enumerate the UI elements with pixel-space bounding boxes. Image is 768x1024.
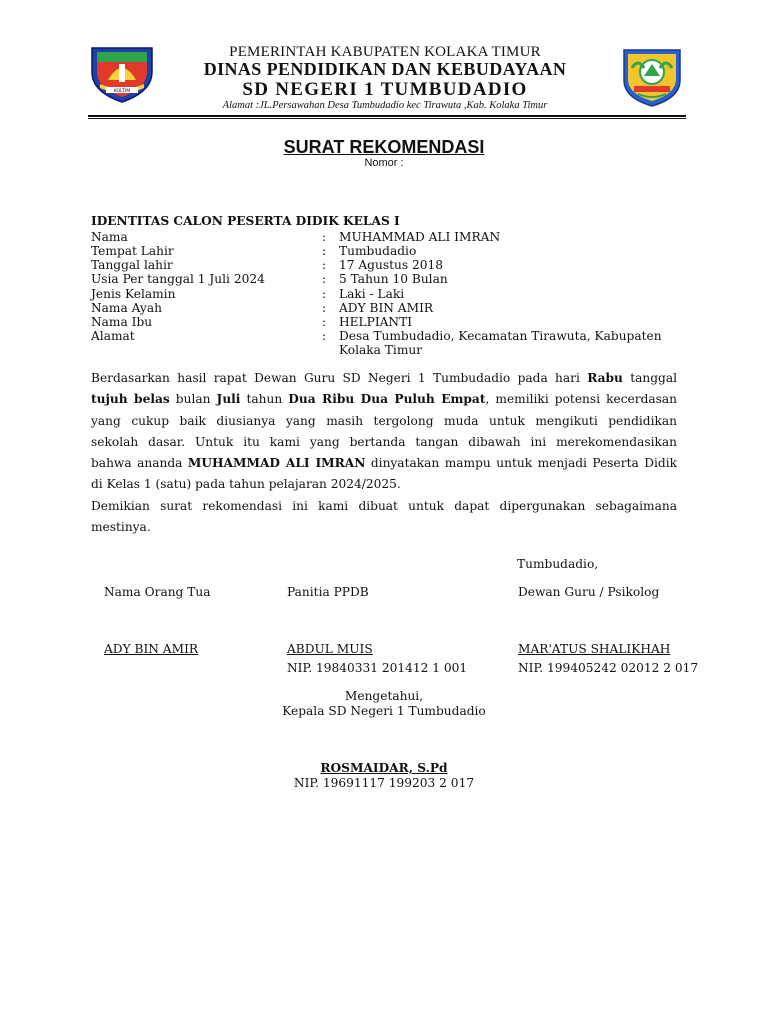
kolaka-timur-crest-icon bbox=[88, 42, 156, 104]
letter-title-text: SURAT REKOMENDASI bbox=[283, 137, 485, 157]
kop-department: DINAS PENDIDIKAN DAN KEBUDAYAAN bbox=[203, 59, 567, 79]
identity-colon: : bbox=[322, 230, 327, 244]
identity-value: Laki - Laki bbox=[339, 287, 405, 301]
parent-role: Nama Orang Tua bbox=[104, 585, 211, 599]
identity-value: Desa Tumbudadio, Kecamatan Tirawuta, Kabupaten bbox=[339, 329, 662, 343]
body-paragraph bbox=[91, 368, 677, 538]
text-run: dinyatakan mampu untuk menjadi Peserta Didik bbox=[365, 456, 677, 471]
acknowledged-label: Mengetahui, bbox=[344, 689, 424, 703]
identity-colon: : bbox=[322, 329, 327, 343]
school-emblem-icon bbox=[618, 46, 686, 108]
committee-name: ABDUL MUIS bbox=[287, 642, 373, 656]
paragraph-line: mestinya. bbox=[91, 520, 151, 535]
teacher-name: MAR'ATUS SHALIKHAH bbox=[518, 642, 671, 656]
signature-place: Tumbudadio, bbox=[517, 557, 599, 571]
identity-label: Jenis Kelamin bbox=[91, 287, 176, 301]
paragraph-line: sekolah dasar. Untuk itu kami yang bertanda tangan dibawah ini merekomendasikan bbox=[91, 434, 677, 449]
text-run: Berdasarkan hasil rapat Dewan Guru SD Negeri 1 Tumbudadio pada hari bbox=[91, 371, 588, 385]
letter-title bbox=[0, 137, 768, 158]
identity-value: ADY BIN AMIR bbox=[339, 301, 434, 315]
text-run-bold: Juli bbox=[216, 392, 241, 407]
identity-colon: : bbox=[322, 272, 327, 286]
paragraph-line: yang cukup baik diusianya yang masih tergolong muda untuk mengikuti pendidikan bbox=[91, 413, 677, 428]
identity-colon: : bbox=[322, 258, 327, 272]
committee-role: Panitia PPDB bbox=[287, 585, 369, 599]
identity-colon: : bbox=[322, 287, 327, 301]
kop-school-name: SD NEGERI 1 TUMBUDADIO bbox=[242, 79, 528, 100]
letter-number: Nomor : bbox=[364, 157, 404, 169]
identity-row bbox=[91, 230, 691, 245]
paragraph-line: di Kelas 1 (satu) pada tahun pelajaran 2024/2025. bbox=[91, 477, 401, 492]
text-run: bulan bbox=[169, 392, 217, 407]
identity-row bbox=[91, 244, 691, 259]
text-run: tanggal bbox=[622, 371, 678, 385]
paragraph-line: Demikian surat rekomendasi ini kami dibuat untuk dapat dipergunakan sebagaimana bbox=[91, 498, 677, 513]
identity-heading: IDENTITAS CALON PESERTA DIDIK KELAS I bbox=[91, 214, 400, 228]
text-run-bold: Rabu bbox=[587, 371, 623, 385]
identity-value: 5 Tahun 10 Bulan bbox=[339, 272, 448, 286]
paragraph-line bbox=[91, 453, 677, 474]
identity-label: Nama Ibu bbox=[91, 315, 153, 329]
identity-row bbox=[91, 272, 691, 287]
identity-label: Usia Per tanggal 1 Juli 2024 bbox=[91, 272, 265, 286]
principal-name-text: ROSMAIDAR, S.Pd bbox=[320, 761, 448, 775]
identity-row bbox=[91, 287, 691, 302]
text-run: , memiliki potensi kecerdasan bbox=[485, 392, 678, 407]
crest-text: KOLTIM bbox=[113, 89, 131, 94]
paragraph-line bbox=[91, 368, 677, 389]
principal-name bbox=[234, 761, 534, 775]
identity-value: 17 Agustus 2018 bbox=[339, 258, 443, 272]
identity-value: Tumbudadio bbox=[339, 244, 417, 258]
identity-colon: : bbox=[322, 301, 327, 315]
identity-label: Alamat bbox=[91, 329, 135, 343]
identity-label: Nama bbox=[91, 230, 128, 244]
text-run-bold: MUHAMMAD ALI IMRAN bbox=[187, 456, 366, 471]
identity-value-continued: Kolaka Timur bbox=[339, 343, 423, 357]
text-run: bahwa ananda bbox=[91, 456, 188, 471]
teacher-role: Dewan Guru / Psikolog bbox=[518, 585, 660, 599]
kop-government: PEMERINTAH KABUPATEN KOLAKA TIMUR bbox=[229, 44, 541, 60]
identity-label: Tanggal lahir bbox=[91, 258, 173, 272]
identity-row bbox=[91, 315, 691, 330]
identity-label: Tempat Lahir bbox=[91, 244, 174, 258]
identity-row bbox=[91, 258, 691, 273]
identity-label: Nama Ayah bbox=[91, 301, 162, 315]
paragraph-line bbox=[91, 389, 677, 410]
kop-divider-thin bbox=[88, 118, 686, 119]
teacher-nip: NIP. 199405242 02012 2 017 bbox=[518, 661, 699, 675]
committee-nip: NIP. 19840331 201412 1 001 bbox=[287, 661, 468, 675]
principal-nip: NIP. 19691117 199203 2 017 bbox=[293, 776, 475, 790]
text-run-bold: tujuh belas bbox=[91, 392, 170, 407]
kop-divider bbox=[88, 115, 686, 117]
identity-row bbox=[91, 329, 691, 359]
kop-address: Alamat :JL.Persawahan Desa Tumbudadio kec Tirawuta ,Kab. Kolaka Timur bbox=[222, 100, 548, 111]
identity-value: MUHAMMAD ALI IMRAN bbox=[339, 230, 501, 244]
identity-colon: : bbox=[322, 244, 327, 258]
text-run: tahun bbox=[240, 392, 289, 407]
principal-role: Kepala SD Negeri 1 Tumbudadio bbox=[282, 704, 486, 718]
text-run-bold: Dua Ribu Dua Puluh Empat bbox=[288, 392, 486, 407]
identity-row bbox=[91, 301, 691, 316]
identity-value: HELPIANTI bbox=[339, 315, 413, 329]
parent-name: ADY BIN AMIR bbox=[104, 642, 199, 656]
identity-colon: : bbox=[322, 315, 327, 329]
